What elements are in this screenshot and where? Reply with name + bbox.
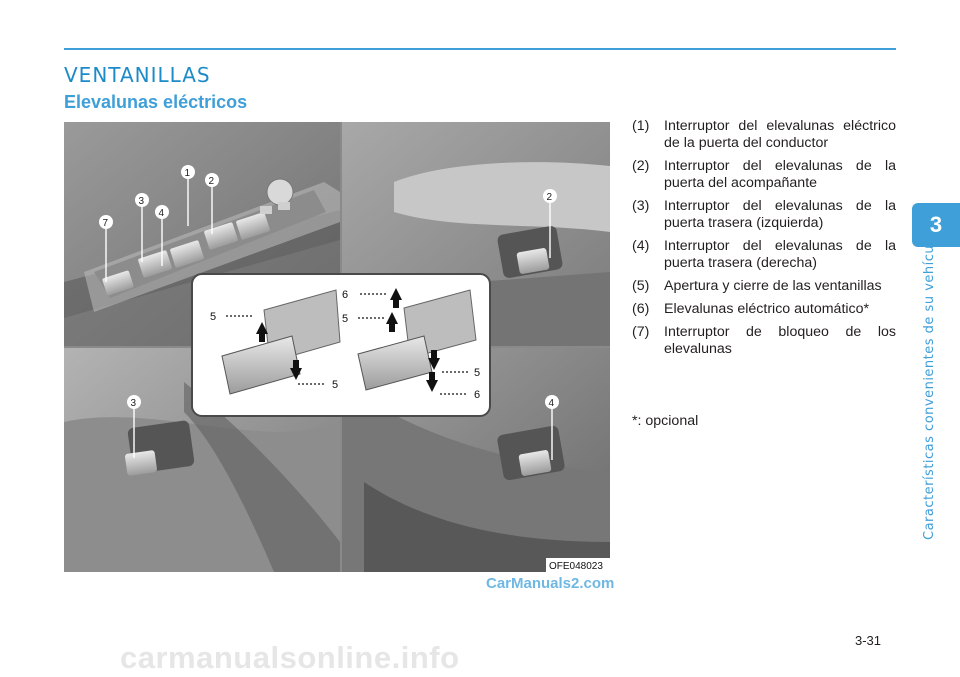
callout-2: 2 [208,176,215,187]
chapter-tab[interactable]: 3 [912,203,960,247]
callout-3-rear: 3 [130,398,137,409]
list-item: (7) Interruptor de bloqueo de los elevalunas [632,324,896,357]
callout-1: 1 [184,168,191,179]
callout-4-rear: 4 [548,398,555,409]
list-item: (5) Apertura y cierre de las ventanillas [632,278,882,294]
page-number: 3-31 [855,633,882,648]
footnote: *: opcional [632,413,699,429]
list-item: (6) Elevalunas eléctrico automático* [632,301,870,317]
list-item: (3) Interruptor del elevalunas de la puerta trasera (izquierda) [632,198,896,231]
list-item: (1) Interruptor del elevalunas eléctrico de la puerta del conductor [632,118,896,151]
subsection-title: Elevalunas eléctricos [64,92,248,112]
chapter-side-label: Características convenientes de su vehículo [922,232,937,540]
callout-4: 4 [158,208,165,219]
inset-callout-5b: 5 [332,379,339,391]
inset-callout-6a: 6 [342,289,349,301]
inset-callout-6b: 6 [474,389,481,401]
top-rule [64,48,896,50]
inset-callout-5d: 5 [474,367,481,379]
figure-code: OFE048023 [549,561,603,572]
callout-7: 7 [102,218,109,229]
callout-3: 3 [138,196,145,207]
legend-list [632,118,896,364]
window-switch-illustration [64,122,610,572]
inset-callout-5a: 5 [210,311,217,323]
list-item: (2) Interruptor del elevalunas de la puerta del acompañante [632,158,896,191]
switch-detail-inset [192,274,490,416]
section-title: VENTANILLAS [64,63,211,87]
watermark-small: CarManuals2.com [486,575,615,592]
inset-callout-5c: 5 [342,313,349,325]
callout-2-passenger: 2 [546,192,553,203]
watermark-large: carmanualsonline.info [120,640,460,675]
list-item: (4) Interruptor del elevalunas de la puerta trasera (derecha) [632,238,896,271]
